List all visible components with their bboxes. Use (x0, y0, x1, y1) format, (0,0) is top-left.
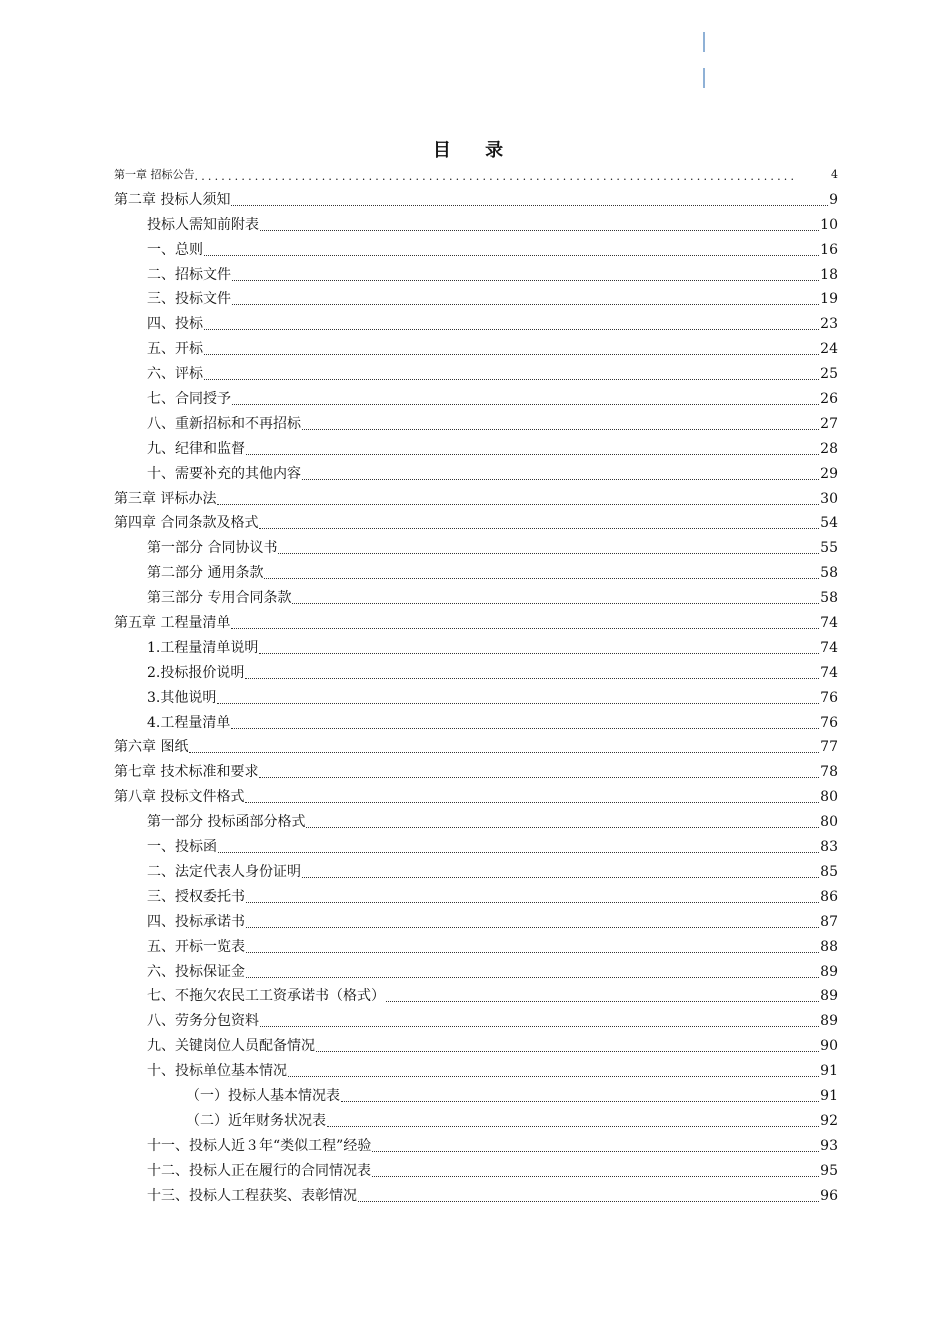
toc-entry-label: 第八章 投标文件格式 (114, 789, 245, 806)
toc-entry[interactable] (114, 333, 838, 358)
toc-entry-label: 一、总则 (147, 241, 203, 258)
toc-entry[interactable] (114, 756, 838, 781)
toc-leader (278, 547, 819, 554)
toc-entry[interactable] (114, 557, 838, 582)
toc-entry-page: 95 (820, 1162, 838, 1179)
toc-entry-page: 27 (820, 415, 838, 432)
toc-entry-label: 第二章 投标人须知 (114, 191, 231, 208)
toc-entry[interactable] (114, 632, 838, 657)
toc-entry-label: 二、法定代表人身份证明 (147, 863, 301, 880)
toc-entry[interactable] (114, 981, 838, 1006)
toc-leader (231, 722, 819, 729)
toc-entry-label: 3.其他说明 (147, 689, 217, 706)
toc-entry-label: 投标人需知前附表 (147, 216, 259, 233)
toc-leader (260, 1020, 819, 1027)
toc-entry-label: 八、重新招标和不再招标 (147, 415, 301, 432)
toc-entry-label: 2.投标报价说明 (147, 664, 245, 681)
toc-entry-label: 三、投标文件 (147, 291, 231, 308)
toc-entry-page: 83 (820, 839, 838, 856)
toc-leader (246, 896, 819, 903)
toc-entry-label: 第三部分 专用合同条款 (147, 590, 292, 607)
margin-mark (703, 68, 705, 88)
toc-entry-label: 六、评标 (147, 366, 203, 383)
toc-entry-label: 第三章 评标办法 (114, 490, 217, 507)
toc-entry-page: 74 (820, 639, 838, 656)
toc-leader (341, 1095, 819, 1102)
toc-entry-page: 54 (820, 515, 838, 532)
toc-entry-page: 16 (820, 241, 838, 258)
toc-leader (259, 647, 819, 654)
toc-entry-label: 第一部分 投标函部分格式 (147, 814, 306, 831)
toc-entry-label: 第四章 合同条款及格式 (114, 515, 259, 532)
toc-entry-label: 四、投标承诺书 (147, 913, 245, 930)
margin-mark (703, 32, 705, 52)
toc-entry[interactable] (114, 408, 838, 433)
toc-entry-label: 九、关键岗位人员配备情况 (147, 1038, 315, 1055)
toc-leader (204, 348, 819, 355)
toc-entry-page: 25 (820, 366, 838, 383)
toc-entry-label: 第七章 技术标准和要求 (114, 764, 259, 781)
toc-entry[interactable] (114, 209, 838, 234)
toc-entry-page: 76 (820, 689, 838, 706)
toc-entry-label: 一、投标函 (147, 839, 217, 856)
toc-entry[interactable] (114, 906, 838, 931)
toc-leader (372, 1145, 819, 1152)
toc-entry[interactable] (114, 931, 838, 956)
toc-leader (245, 672, 819, 679)
toc-leader (288, 1070, 819, 1077)
toc-entry-page: 30 (820, 490, 838, 507)
toc-entry-label: 十一、投标人近３年“类似工程”经验 (147, 1137, 372, 1154)
toc-leader (232, 398, 819, 405)
toc-entry-page: 89 (820, 963, 838, 980)
toc-leader (246, 448, 819, 455)
toc-entry-page: 87 (820, 913, 838, 930)
toc-entry[interactable] (114, 881, 838, 906)
toc-entry[interactable] (114, 1005, 838, 1030)
toc-leader (189, 746, 819, 753)
toc-leader (372, 1170, 819, 1177)
toc-entry[interactable] (114, 1080, 838, 1105)
toc-leader: .......................................................................................... (194, 170, 798, 183)
toc-entry[interactable] (114, 1180, 838, 1205)
toc-entry-label: 九、纪律和监督 (147, 440, 245, 457)
toc-leader (204, 323, 819, 330)
toc-entry-label: 十二、投标人正在履行的合同情况表 (147, 1162, 371, 1179)
toc-leader (231, 622, 819, 629)
toc-entry-page: 58 (820, 590, 838, 607)
toc-entry-label: 十、需要补充的其他内容 (147, 465, 301, 482)
toc-leader (358, 1195, 819, 1202)
toc-entry-label: （二）近年财务状况表 (186, 1112, 326, 1129)
toc-entry-label: 七、合同授予 (147, 391, 231, 408)
toc-entry[interactable] (114, 259, 838, 284)
toc-entry-page: 77 (820, 739, 838, 756)
toc-entry[interactable] (114, 508, 838, 533)
toc-leader (386, 995, 819, 1002)
toc-entry[interactable] (114, 856, 838, 881)
toc-entry-label: 第一章 招标公告 (114, 166, 195, 184)
toc-leader (327, 1120, 819, 1127)
toc-entry-label: 七、不拖欠农民工工资承诺书（格式） (147, 988, 385, 1005)
toc-entry[interactable] (114, 1130, 838, 1155)
toc-leader (306, 821, 819, 828)
toc-entry[interactable] (114, 532, 838, 557)
toc-entry-page: 85 (820, 863, 838, 880)
toc-entry-page: 26 (820, 391, 838, 408)
toc-entry-page: 89 (820, 1013, 838, 1030)
toc-leader (246, 946, 819, 953)
toc-entry-page: 28 (820, 440, 838, 457)
toc-entry-page: 80 (820, 814, 838, 831)
toc-entry[interactable] (114, 433, 838, 458)
toc-entry-page: 23 (820, 316, 838, 333)
toc-leader (259, 522, 819, 529)
toc-leader (232, 298, 819, 305)
toc-entry[interactable] (114, 234, 838, 259)
toc-entry-label: 十三、投标人工程获奖、表彰情况 (147, 1187, 357, 1204)
toc-leader (302, 423, 819, 430)
toc-entry-label: 十、投标单位基本情况 (147, 1063, 287, 1080)
toc-leader (246, 921, 819, 928)
toc-entry-page: 78 (820, 764, 838, 781)
toc-entry[interactable] (114, 781, 838, 806)
toc-entry-page: 74 (820, 615, 838, 632)
toc-entry-page: 86 (820, 888, 838, 905)
toc-entry-label: 四、投标 (147, 316, 203, 333)
toc-entry-page: 92 (820, 1112, 838, 1129)
toc-entry[interactable] (114, 607, 838, 632)
toc-entry[interactable] (114, 1155, 838, 1180)
toc-entry-label: 4.工程量清单 (147, 714, 231, 731)
toc-entry[interactable] (114, 308, 838, 333)
toc-entry-page: 10 (820, 216, 838, 233)
toc-entry-label: 六、投标保证金 (147, 963, 245, 980)
toc-entry-page: 76 (820, 714, 838, 731)
toc-leader (232, 274, 819, 281)
toc-leader (204, 373, 819, 380)
toc-entry-page: 24 (820, 341, 838, 358)
toc-entry-label: 1.工程量清单说明 (147, 639, 259, 656)
toc-entry[interactable] (114, 184, 838, 209)
toc-entry-page: 89 (820, 988, 838, 1005)
toc-entry-page: 88 (820, 938, 838, 955)
toc-entry-page: 4 (831, 168, 838, 181)
toc-entry-label: 二、招标文件 (147, 266, 231, 283)
toc-leader (260, 224, 819, 231)
toc-entry[interactable] (114, 358, 838, 383)
toc-entry-label: 八、劳务分包资料 (147, 1013, 259, 1030)
toc-entry-page: 18 (820, 266, 838, 283)
toc-entry[interactable] (114, 806, 838, 831)
toc-leader (204, 249, 819, 256)
toc-entry[interactable] (114, 284, 838, 309)
toc-entry[interactable] (114, 831, 838, 856)
toc-leader (245, 796, 819, 803)
toc-entry[interactable] (114, 163, 838, 184)
toc-entry-label: 第六章 图纸 (114, 739, 189, 756)
toc-entry-page: 91 (820, 1087, 838, 1104)
toc-entry-label: 第一部分 合同协议书 (147, 540, 278, 557)
toc-entry[interactable] (114, 383, 838, 408)
toc-leader (259, 771, 819, 778)
toc-entry-page: 58 (820, 565, 838, 582)
toc-leader (292, 597, 819, 604)
toc-entry-label: 五、开标一览表 (147, 938, 245, 955)
toc-entry[interactable] (114, 582, 838, 607)
toc-entry-label: 第二部分 通用条款 (147, 565, 264, 582)
toc-entry[interactable] (114, 1030, 838, 1055)
toc-entry-page: 91 (820, 1063, 838, 1080)
toc-entry[interactable] (114, 1105, 838, 1130)
toc-leader (217, 697, 819, 704)
toc-entry[interactable] (114, 732, 838, 757)
toc-entry-page: 80 (820, 789, 838, 806)
toc-entry[interactable] (114, 682, 838, 707)
toc-entry-label: 三、授权委托书 (147, 888, 245, 905)
toc-leader (231, 199, 828, 206)
toc-entry-page: 93 (820, 1137, 838, 1154)
toc-entry-label: 五、开标 (147, 341, 203, 358)
toc-entry-page: 9 (829, 191, 838, 208)
toc-entry-page: 74 (820, 664, 838, 681)
toc-leader (316, 1045, 819, 1052)
toc-entry[interactable] (114, 1055, 838, 1080)
toc-entry[interactable] (114, 483, 838, 508)
toc-title: 目 录 (432, 140, 518, 161)
toc-leader (218, 846, 819, 853)
toc-entry-page: 90 (820, 1038, 838, 1055)
toc-entry-page: 55 (820, 540, 838, 557)
toc-entry[interactable] (114, 956, 838, 981)
toc-leader (302, 871, 819, 878)
toc-entry-page: 19 (820, 291, 838, 308)
toc-entry[interactable] (114, 458, 838, 483)
toc-leader (246, 971, 819, 978)
toc-entry[interactable] (114, 707, 838, 732)
toc-entry-label: 第五章 工程量清单 (114, 615, 231, 632)
toc-entry-page: 96 (820, 1187, 838, 1204)
toc-leader (264, 572, 819, 579)
table-of-contents (114, 163, 838, 1205)
toc-leader (217, 498, 819, 505)
toc-entry-label: （一）投标人基本情况表 (186, 1087, 340, 1104)
toc-entry-page: 29 (820, 465, 838, 482)
toc-entry[interactable] (114, 657, 838, 682)
toc-leader (302, 473, 819, 480)
